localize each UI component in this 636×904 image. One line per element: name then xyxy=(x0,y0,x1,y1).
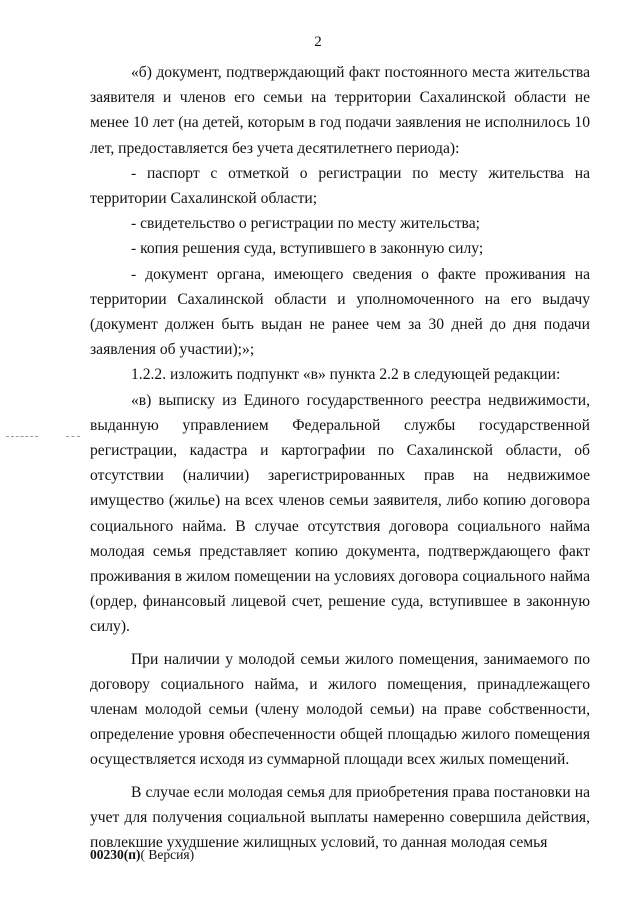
paragraph-document-b: «б) документ, подтверждающий факт постоянного места жительства заявителя и членов его семьи на территории Сахалинской области не менее 10 лет (на детей, которым в год подачи заявления не исполнилось 10 лет, предоставляется без учета десятилетнего периода): xyxy=(90,64,590,157)
list-item-certificate: - свидетельство о регистрации по месту жительства; xyxy=(131,215,480,233)
footer-version-label: ( Версия) xyxy=(140,847,195,862)
footer-version xyxy=(90,847,194,863)
paragraph-amendment-1-2-2: 1.2.2. изложить подпункт «в» пункта 2.2 в следующей редакции: xyxy=(131,366,561,384)
paragraph-worsening-conditions: В случае если молодая семья для приобретения права постановки на учет для получения социальной выплаты намеренно совершила действия, повлекшие ухудшение жилищных условий, то данная молодая семья xyxy=(90,783,590,852)
document-body xyxy=(90,60,590,855)
margin-mark-left xyxy=(6,436,38,437)
list-item-authority-document: - документ органа, имеющего сведения о факте проживания на территории Сахалинской области и уполномоченного на его выдачу (документ должен быть выдан не ранее чем за 30 дней до дня подачи заявления об участии);»; xyxy=(90,265,590,359)
page-number: 2 xyxy=(314,34,322,50)
footer-code: 00230(п) xyxy=(90,847,141,862)
margin-mark-right xyxy=(66,436,80,437)
paragraph-housing-area: При наличии у молодой семьи жилого помещения, занимаемого по договору социального найма, и жилого помещения, принадлежащего членам молодой семьи (члену молодой семьи) на праве собственности, определение уровня обеспеченности общей площадью жилого помещения осуществляется исходя из суммарной площади всех жилых помещений. xyxy=(90,650,590,769)
paragraph-document-v: «в) выписку из Единого государственного реестра недвижимости, выданную управлением Федеральной службы государственной регистрации, кадастра и картографии по Сахалинской области, об отсутствии (наличии) зарегистрированных прав на недвижимое имущество (жилье) на всех членов семьи заявителя, либо копию договора социального найма. В случае отсутствия договора социального найма молодая семья представляет копию документа, подтверждающего факт проживания в жилом помещении на условиях договора социального найма (ордер, финансовый лицевой счет, решение суда, вступившее в законную силу). xyxy=(90,391,590,636)
list-item-court-decision: - копия решения суда, вступившего в законную силу; xyxy=(131,240,484,258)
list-item-passport: - паспорт с отметкой о регистрации по месту жительства на территории Сахалинской области; xyxy=(90,164,590,208)
